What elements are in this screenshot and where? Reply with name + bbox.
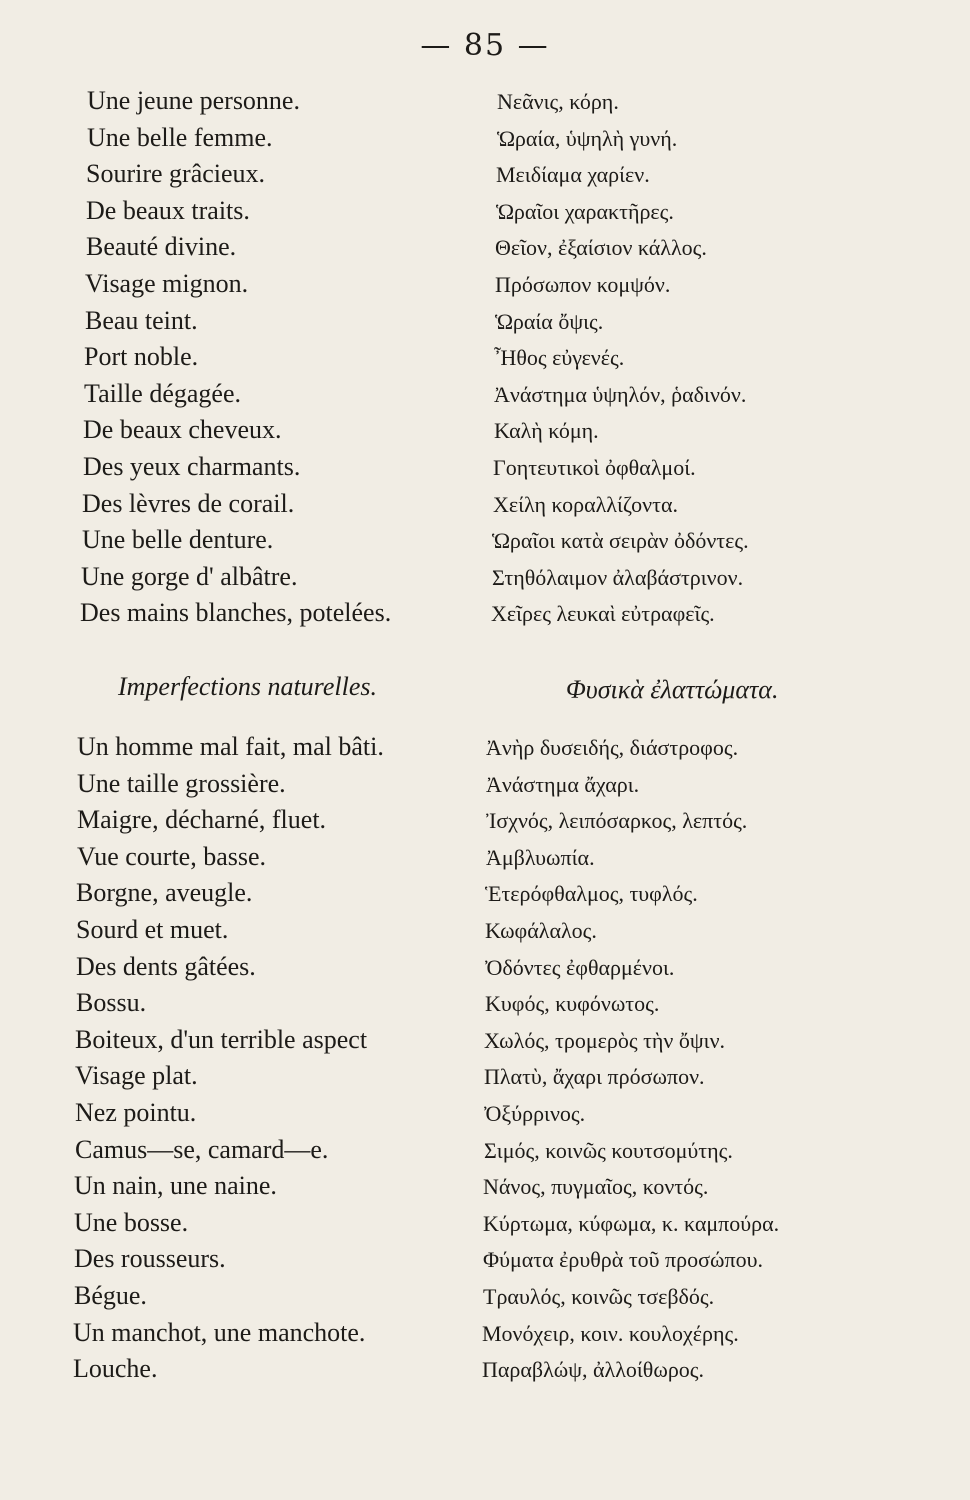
french-phrase: Boiteux, d'un terrible aspect (75, 1024, 368, 1054)
entry-row (0, 159, 970, 196)
french-phrase: Camus—se, camard—e. (75, 1134, 329, 1164)
greek-phrase: Φύματα ἐρυθρὰ τοῦ προσώπου. (483, 1247, 763, 1273)
entry-row (0, 1135, 970, 1172)
french-phrase: Louche. (73, 1354, 158, 1384)
french-phrase: Une bosse. (74, 1207, 189, 1237)
entry-row (0, 489, 970, 526)
greek-phrase: Μειδίαμα χαρίεν. (496, 162, 650, 188)
greek-phrase: Πλατὺ, ἄχαρι πρόσωπον. (484, 1064, 705, 1090)
french-phrase: Beauté divine. (86, 232, 237, 262)
greek-phrase: Μονόχειρ, κοιν. κουλοχέρης. (482, 1320, 739, 1346)
entry-row (0, 1354, 970, 1391)
entry-row (0, 988, 970, 1025)
greek-phrase: Ἑτερόφθαλμος, τυφλός. (485, 881, 698, 907)
entry-row (0, 842, 970, 879)
greek-phrase: Κυφός, κυφόνωτος. (485, 991, 660, 1017)
french-phrase: Port noble. (84, 342, 199, 372)
french-phrase: Borgne, aveugle. (76, 878, 253, 908)
greek-phrase: Κύρτωμα, κύφωμα, κ. καμπούρα. (483, 1210, 780, 1236)
entry-row (0, 1171, 970, 1208)
greek-phrase: Ἀμβλυωπία. (486, 844, 595, 870)
greek-phrase: Ὡραῖοι χαρακτῆρες. (496, 198, 674, 224)
greek-phrase: Ὡραία, ὑψηλὴ γυνή. (497, 125, 678, 151)
greek-phrase: Ἀνάστημα ὑψηλόν, ῥαδινόν. (494, 381, 747, 407)
greek-phrase: Ἰσχνός, λειπόσαρκος, λεπτός. (486, 808, 748, 834)
greek-phrase: Παραβλώψ, ἀλλοίθωρος. (482, 1357, 705, 1383)
entry-row (0, 1281, 970, 1318)
section-heading (0, 672, 970, 712)
entry-row (0, 269, 970, 306)
french-phrase: Beau teint. (85, 305, 198, 335)
entry-row (0, 915, 970, 952)
french-phrase: Des yeux charmants. (83, 451, 301, 481)
entry-row (0, 769, 970, 806)
entry-row (0, 342, 970, 379)
greek-phrase: Γοητευτικοὶ ὀφθαλμοί. (493, 454, 696, 480)
french-phrase: Vue courte, basse. (77, 841, 267, 871)
entry-row (0, 1244, 970, 1281)
french-phrase: Une jeune personne. (87, 86, 300, 115)
greek-phrase: Θεῖον, ἐξαίσιον κάλλος. (495, 235, 707, 261)
french-phrase: De beaux traits. (86, 195, 250, 225)
greek-phrase: Ὀδόντες ἐφθαρμένοι. (485, 954, 675, 980)
french-phrase: De beaux cheveux. (83, 415, 282, 445)
french-phrase: Un nain, une naine. (74, 1171, 277, 1201)
greek-phrase: Τραυλός, κοινῶς τσεβδός. (483, 1283, 715, 1309)
entry-row (0, 379, 970, 416)
greek-phrase: Κωφάλαλος. (485, 917, 597, 943)
greek-phrase: Ἀνὴρ δυσειδής, διάστροφος. (486, 735, 739, 760)
french-phrase: Un homme mal fait, mal bâti. (77, 732, 384, 761)
french-phrase: Une taille grossière. (77, 768, 286, 798)
french-phrase: Bégue. (74, 1280, 147, 1310)
greek-phrase: Καλὴ κόμη. (494, 418, 599, 444)
french-phrase: Des dents gâtées. (76, 951, 256, 981)
entry-row (0, 732, 970, 769)
entry-row (0, 232, 970, 269)
greek-phrase: Ἀνάστημα ἄχαρι. (486, 771, 640, 797)
greek-phrase: Χωλός, τρομερὸς τὴν ὄψιν. (484, 1027, 726, 1053)
french-phrase: Maigre, décharné, fluet. (77, 805, 327, 835)
entry-row (0, 452, 970, 489)
entry-row (0, 306, 970, 343)
french-phrase: Bossu. (76, 988, 147, 1018)
entry-row (0, 415, 970, 452)
french-phrase: Des mains blanches, potelées. (80, 598, 392, 628)
french-phrase: Des rousseurs. (74, 1244, 226, 1274)
greek-phrase: Ἦθος εὐγενές. (494, 345, 625, 371)
page-number: — 85 — (420, 28, 550, 63)
french-phrase: Nez pointu. (75, 1097, 197, 1127)
greek-phrase: Νάνος, πυγμαῖος, κοντός. (483, 1174, 709, 1200)
greek-phrase: Χείλη κοραλλίζοντα. (493, 491, 678, 517)
entry-row (0, 952, 970, 989)
greek-phrase: Σιμός, κοινῶς κουτσομύτης. (484, 1137, 733, 1163)
entry-row (0, 598, 970, 635)
entry-row (0, 1208, 970, 1245)
french-phrase: Taille dégagée. (84, 378, 241, 408)
section-imperfections (0, 732, 970, 1391)
greek-phrase: Ὡραῖοι κατὰ σειρὰν ὀδόντες. (492, 528, 749, 554)
entry-row (0, 123, 970, 160)
entry-row (0, 525, 970, 562)
french-phrase: Visage plat. (75, 1061, 198, 1091)
greek-phrase: Πρόσωπον κομψόν. (495, 271, 671, 297)
section-beauty (0, 86, 970, 635)
entry-row (0, 1318, 970, 1355)
french-phrase: Sourd et muet. (76, 914, 229, 944)
greek-heading: Φυσικὰ ἐλαττώματα. (566, 675, 779, 704)
french-phrase: Une belle femme. (87, 122, 273, 152)
entry-row (0, 1061, 970, 1098)
greek-phrase: Νεᾶνις, κόρη. (497, 89, 619, 114)
greek-phrase: Ὡραία ὄψις. (495, 308, 604, 334)
french-phrase: Des lèvres de corail. (82, 488, 295, 518)
entry-row (0, 805, 970, 842)
greek-phrase: Χεῖρες λευκαὶ εὐτραφεῖς. (491, 601, 715, 627)
french-phrase: Une gorge d' albâtre. (81, 561, 298, 591)
french-phrase: Sourire grâcieux. (86, 159, 266, 189)
french-phrase: Une belle denture. (82, 525, 274, 555)
entry-row (0, 1025, 970, 1062)
entry-row (0, 86, 970, 123)
french-heading: Imperfections naturelles. (118, 672, 377, 701)
entry-row (0, 1098, 970, 1135)
entry-row (0, 562, 970, 599)
greek-phrase: Στηθόλαιμον ἀλαβάστρινον. (492, 564, 744, 590)
entry-row (0, 878, 970, 915)
entry-row (0, 196, 970, 233)
french-phrase: Visage mignon. (85, 268, 249, 298)
french-phrase: Un manchot, une manchote. (73, 1317, 366, 1347)
greek-phrase: Ὀξύρρινος. (484, 1100, 586, 1126)
